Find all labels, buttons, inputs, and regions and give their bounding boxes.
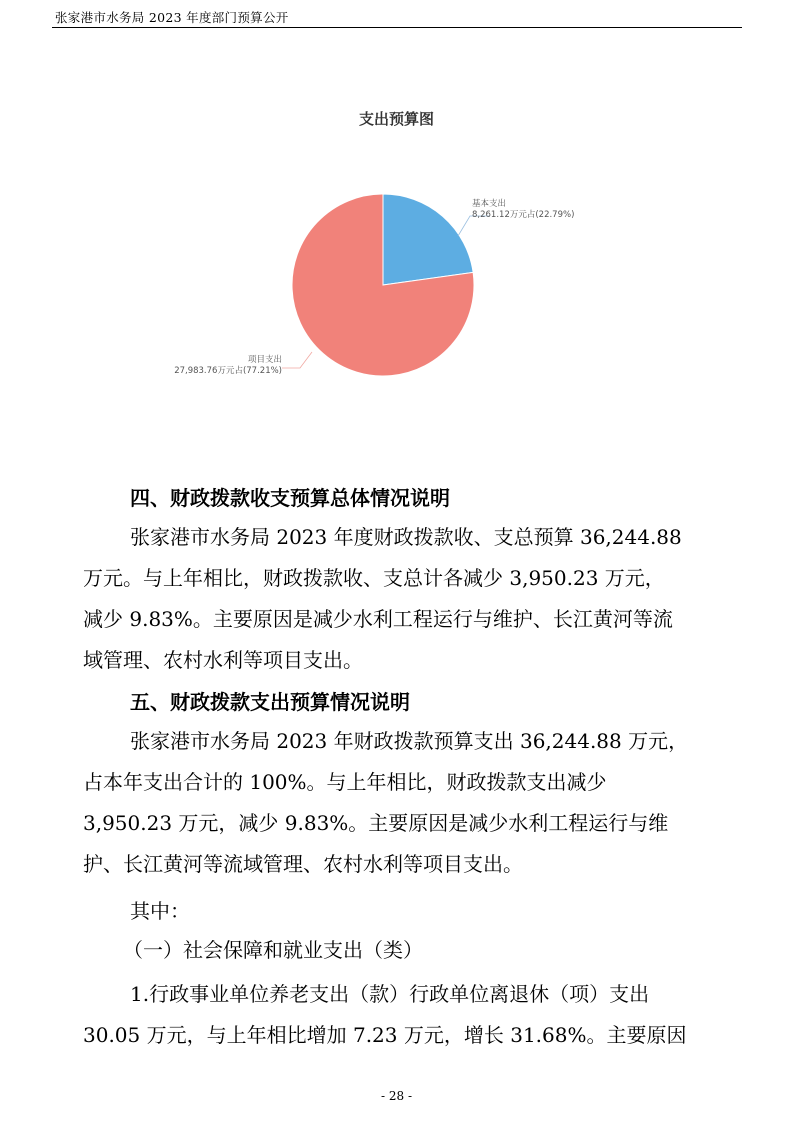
- s5-line-1: 张家港市水务局 2023 年财政拨款预算支出 36,244.88 万元，: [130, 729, 689, 753]
- s4-line-4: 域管理、农村水利等项目支出。: [83, 648, 363, 672]
- leader-line-project: [282, 352, 312, 368]
- running-header: 张家港市水务局 2023 年度部门预算公开: [55, 10, 289, 25]
- s4-line-3: 减少 9.83%。主要原因是减少水利工程运行与维护、长江黄河等流: [83, 607, 673, 631]
- subsection-1-heading: （一）社会保障和就业支出（类）: [123, 938, 423, 962]
- slice-label-project-value: 27,983.76万元占(77.21%): [174, 366, 282, 376]
- slice-label-basic-name: 基本支出: [472, 199, 507, 209]
- chart-title: 支出预算图: [358, 110, 434, 128]
- slice-label-project-name: 项目支出: [247, 355, 282, 365]
- item-1-line-2: 30.05 万元，与上年相比增加 7.23 万元，增长 31.68%。主要原因: [83, 1023, 687, 1047]
- s5-line-3: 3,950.23 万元，减少 9.83%。主要原因是减少水利工程运行与维: [83, 811, 669, 835]
- s4-line-1: 张家港市水务局 2023 年度财政拨款收、支总预算 36,244.88: [130, 525, 682, 549]
- page-number: - 28 -: [380, 1089, 412, 1103]
- section-4-heading: 四、财政拨款收支预算总体情况说明: [130, 486, 450, 510]
- qizhong-label: 其中：: [130, 899, 190, 923]
- s5-line-2: 占本年支出合计的 100%。与上年相比，财政拨款支出减少: [83, 770, 607, 794]
- section-5-heading: 五、财政拨款支出预算情况说明: [130, 690, 410, 714]
- s5-line-4: 护、长江黄河等流域管理、农村水利等项目支出。: [83, 852, 523, 876]
- s4-line-2: 万元。与上年相比，财政拨款收、支总计各减少 3,950.23 万元，: [83, 566, 665, 590]
- header-rule: [52, 27, 742, 28]
- item-1-line-1: 1.行政事业单位养老支出（款）行政单位离退休（项）支出: [130, 982, 650, 1006]
- slice-label-basic-value: 8,261.12万元占(22.79%): [472, 210, 575, 220]
- pie-slice-basic: [383, 194, 473, 285]
- pie-chart: [150, 180, 650, 390]
